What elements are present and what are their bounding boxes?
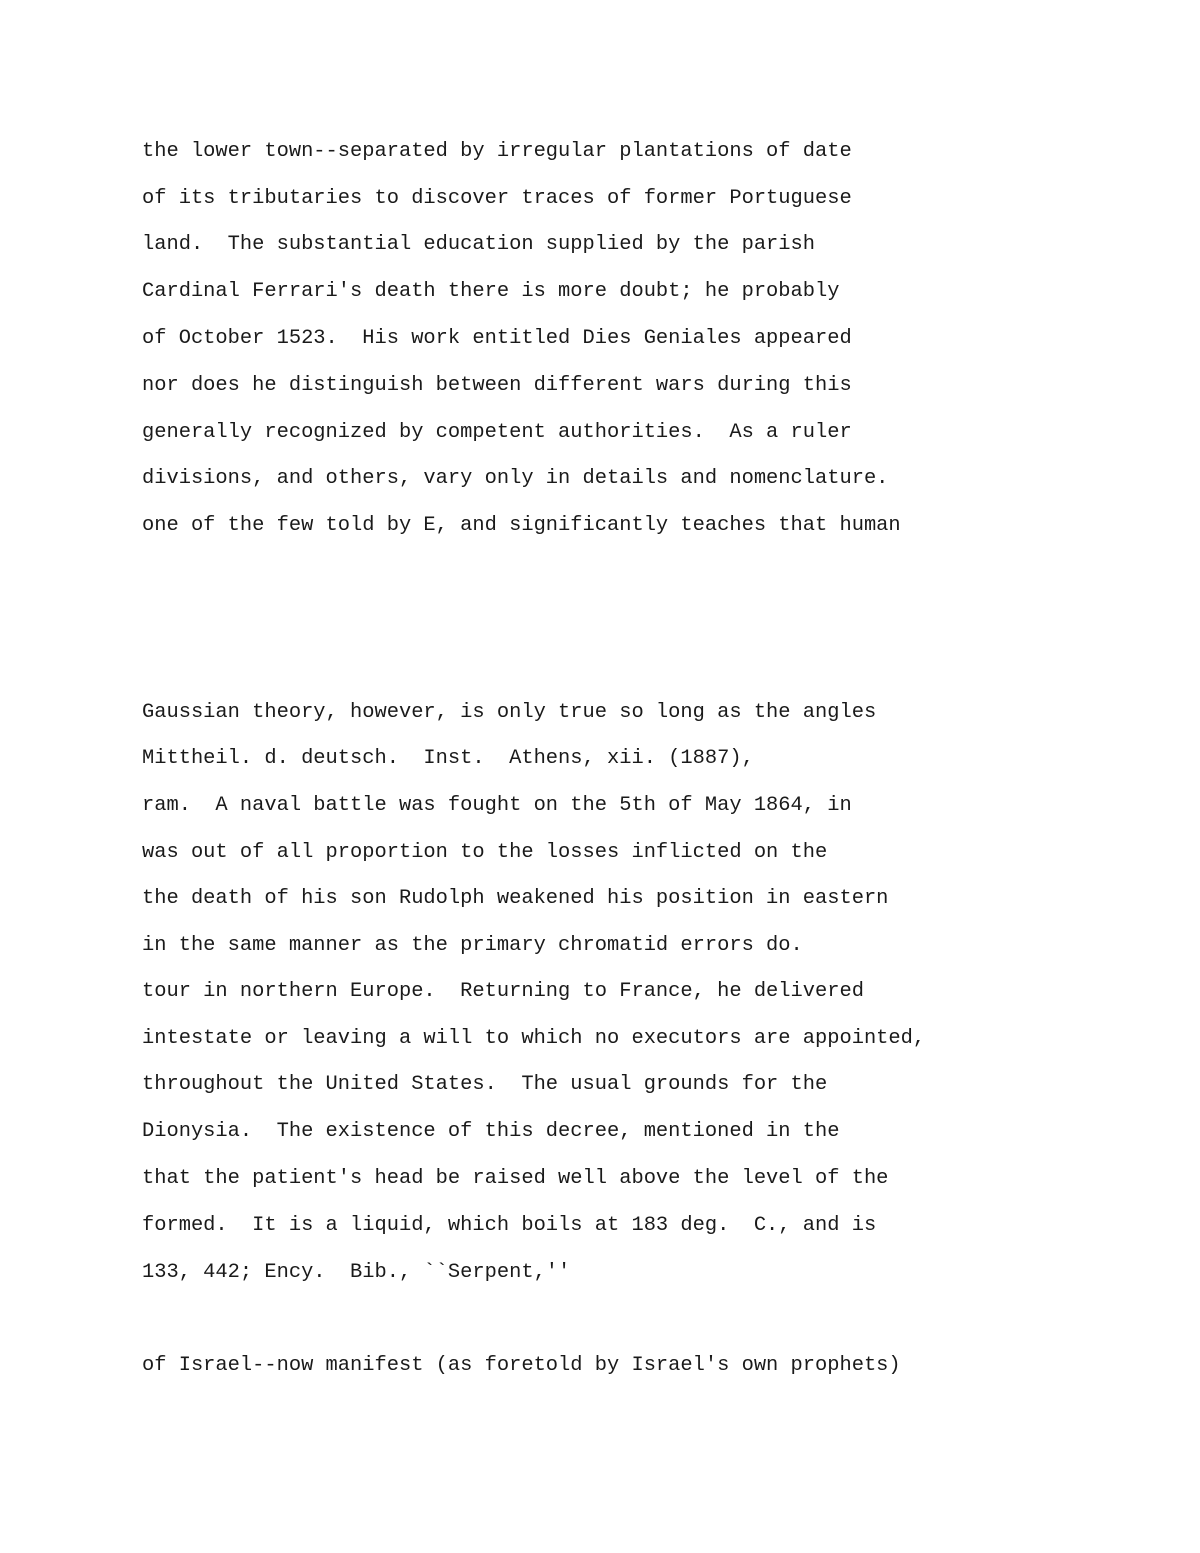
text-line: formed. It is a liquid, which boils at 183 deg. C., and is — [142, 1214, 877, 1237]
text-line: Dionysia. The existence of this decree, mentioned in the — [142, 1120, 840, 1143]
text-line: the death of his son Rudolph weakened his position in eastern — [142, 887, 889, 910]
text-line: the lower town--separated by irregular plantations of date — [142, 140, 852, 163]
text-line: tour in northern Europe. Returning to France, he delivered — [142, 980, 864, 1003]
text-line: Cardinal Ferrari's death there is more doubt; he probably — [142, 280, 840, 303]
text-line: one of the few told by E, and significantly teaches that human — [142, 514, 901, 537]
text-line: that the patient's head be raised well above the level of the — [142, 1167, 889, 1190]
text-line: Gaussian theory, however, is only true so long as the angles — [142, 701, 877, 724]
text-line: of its tributaries to discover traces of former Portuguese — [142, 187, 852, 210]
text-line: divisions, and others, vary only in details and nomenclature. — [142, 467, 889, 490]
text-line: Mittheil. d. deutsch. Inst. Athens, xii. (1887), — [142, 747, 754, 770]
text-line: of Israel--now manifest (as foretold by Israel's own prophets) — [142, 1354, 901, 1377]
text-line: nor does he distinguish between different wars during this — [142, 374, 852, 397]
text-line: 133, 442; Ency. Bib., ``Serpent,'' — [142, 1261, 571, 1284]
text-line: of October 1523. His work entitled Dies Geniales appeared — [142, 327, 852, 350]
text-line: intestate or leaving a will to which no executors are appointed, — [142, 1027, 926, 1050]
text-line: generally recognized by competent authorities. As a ruler — [142, 421, 852, 444]
text-line: throughout the United States. The usual grounds for the — [142, 1073, 828, 1096]
text-line: was out of all proportion to the losses inflicted on the — [142, 841, 828, 864]
text-line: ram. A naval battle was fought on the 5th of May 1864, in — [142, 794, 852, 817]
text-line: in the same manner as the primary chromatid errors do. — [142, 934, 803, 957]
text-line: land. The substantial education supplied by the parish — [142, 233, 816, 256]
